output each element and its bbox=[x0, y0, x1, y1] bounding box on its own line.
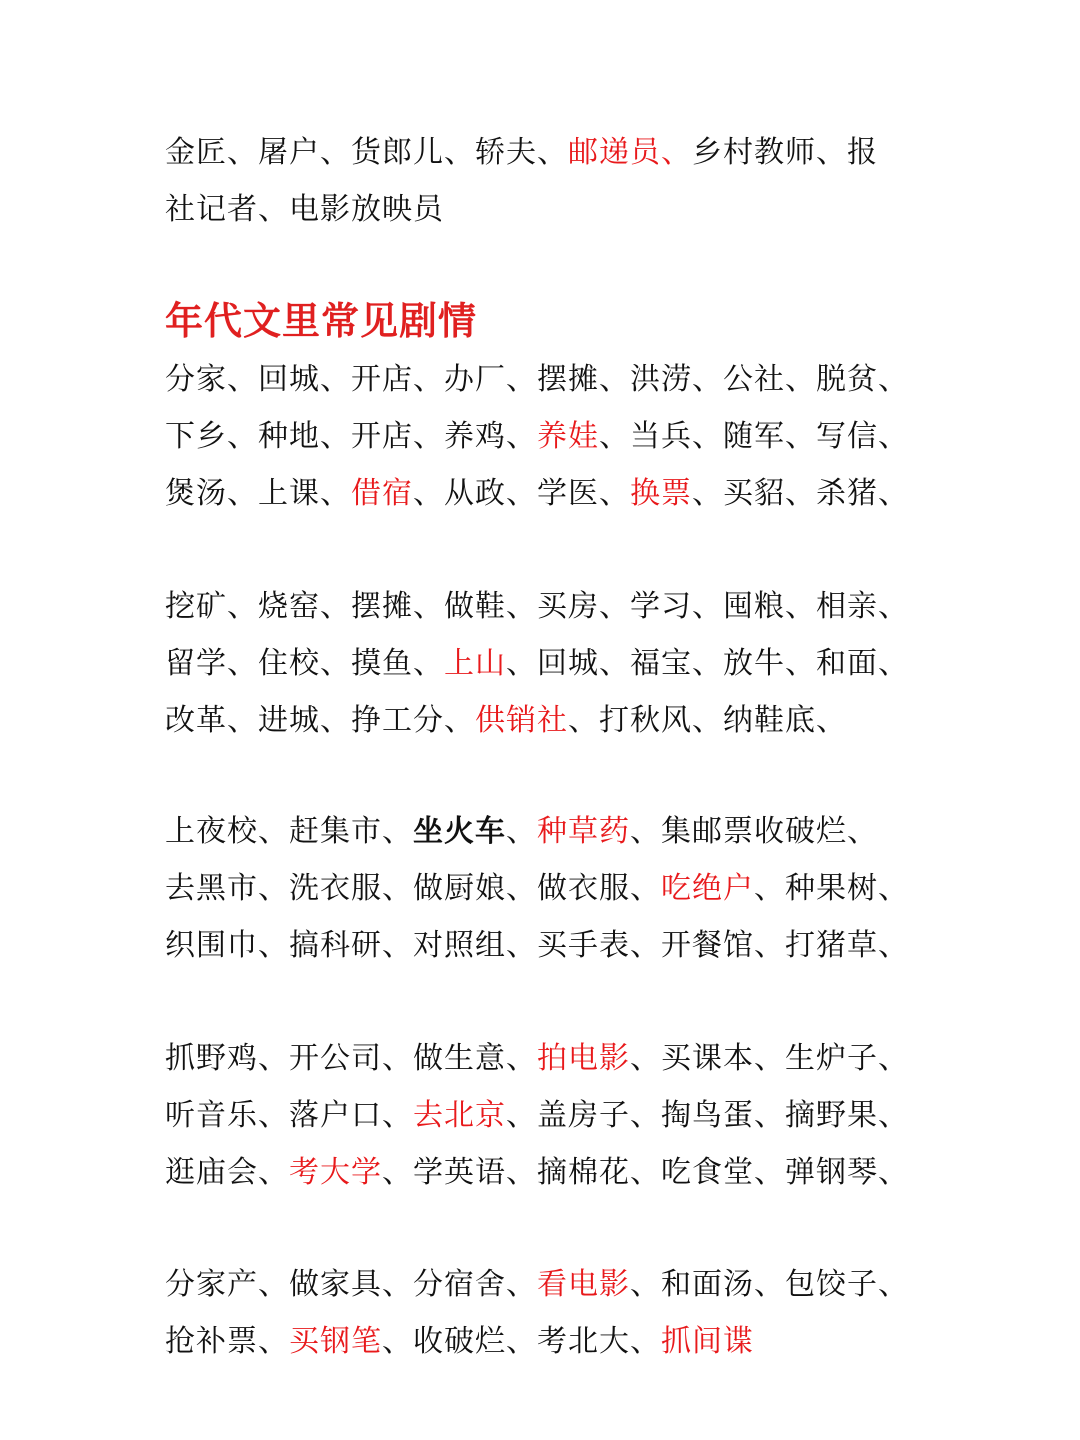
highlighted-term: 考大学 bbox=[289, 1155, 382, 1190]
text-segment: 、 bbox=[506, 814, 537, 849]
text-segment: 分家、回城、开店、办厂、摆摊、洪涝、公社、脱贫、 bbox=[165, 362, 909, 397]
highlighted-term: 吃绝户 bbox=[661, 871, 754, 906]
intro-paragraph bbox=[165, 124, 925, 238]
highlighted-term: 供销社 bbox=[475, 703, 568, 738]
text-line bbox=[165, 860, 925, 917]
highlighted-term: 养娃 bbox=[537, 419, 599, 454]
text-line bbox=[165, 917, 925, 974]
text-segment: 听音乐、落户口、 bbox=[165, 1098, 413, 1133]
text-segment: 、当兵、随军、写信、 bbox=[599, 419, 909, 454]
highlighted-term: 去北京 bbox=[413, 1098, 506, 1133]
plot-paragraph-5 bbox=[165, 1256, 925, 1370]
text-segment: 、集邮票收破烂、 bbox=[630, 814, 878, 849]
text-segment: 、盖房子、掏鸟蛋、摘野果、 bbox=[506, 1098, 909, 1133]
text-segment: 乡村教师、报 bbox=[692, 135, 878, 170]
text-segment: 、收破烂、考北大、 bbox=[382, 1324, 661, 1359]
text-line bbox=[165, 465, 925, 522]
text-segment: 、从政、学医、 bbox=[413, 476, 630, 511]
text-segment: 、买课本、生炉子、 bbox=[630, 1041, 909, 1076]
section-heading: 年代文里常见剧情 bbox=[165, 298, 478, 343]
text-segment: 社记者、电影放映员 bbox=[165, 192, 444, 227]
highlighted-term: 借宿 bbox=[351, 476, 413, 511]
text-segment: 、种果树、 bbox=[754, 871, 909, 906]
highlighted-term: 买钢笔 bbox=[289, 1324, 382, 1359]
text-line bbox=[165, 1087, 925, 1144]
text-segment: 煲汤、上课、 bbox=[165, 476, 351, 511]
text-line bbox=[165, 181, 925, 238]
text-segment: 、打秋风、纳鞋底、 bbox=[568, 703, 847, 738]
highlighted-term: 邮递员、 bbox=[568, 135, 692, 170]
text-segment: 织围巾、搞科研、对照组、买手表、开餐馆、打猪草、 bbox=[165, 928, 909, 963]
text-line bbox=[165, 1144, 925, 1201]
text-segment: 、买貂、杀猪、 bbox=[692, 476, 909, 511]
text-segment: 下乡、种地、开店、养鸡、 bbox=[165, 419, 537, 454]
text-segment: 金匠、屠户、货郎儿、轿夫、 bbox=[165, 135, 568, 170]
text-line bbox=[165, 351, 925, 408]
text-segment: 改革、进城、挣工分、 bbox=[165, 703, 475, 738]
highlighted-term: 换票 bbox=[630, 476, 692, 511]
text-segment: 、和面汤、包饺子、 bbox=[630, 1267, 909, 1302]
text-segment: 上夜校、赶集市、 bbox=[165, 814, 413, 849]
highlighted-term: 看电影 bbox=[537, 1267, 630, 1302]
plot-paragraph-3 bbox=[165, 803, 925, 974]
plot-paragraph-1 bbox=[165, 351, 925, 522]
text-segment: 逛庙会、 bbox=[165, 1155, 289, 1190]
text-line bbox=[165, 692, 925, 749]
text-segment: 抢补票、 bbox=[165, 1324, 289, 1359]
text-line bbox=[165, 803, 925, 860]
bold-term: 坐火车 bbox=[413, 814, 506, 849]
highlighted-term: 种草药 bbox=[537, 814, 630, 849]
highlighted-term: 拍电影 bbox=[537, 1041, 630, 1076]
text-segment: 、回城、福宝、放牛、和面、 bbox=[506, 646, 909, 681]
text-segment: 、学英语、摘棉花、吃食堂、弹钢琴、 bbox=[382, 1155, 909, 1190]
text-segment: 分家产、做家具、分宿舍、 bbox=[165, 1267, 537, 1302]
text-line bbox=[165, 1313, 925, 1370]
text-line bbox=[165, 635, 925, 692]
text-line bbox=[165, 124, 925, 181]
plot-paragraph-4 bbox=[165, 1030, 925, 1201]
text-line bbox=[165, 408, 925, 465]
text-segment: 留学、住校、摸鱼、 bbox=[165, 646, 444, 681]
highlighted-term: 上山 bbox=[444, 646, 506, 681]
text-line bbox=[165, 578, 925, 635]
text-segment: 挖矿、烧窑、摆摊、做鞋、买房、学习、囤粮、相亲、 bbox=[165, 589, 909, 624]
plot-paragraph-2 bbox=[165, 578, 925, 749]
text-segment: 去黑市、洗衣服、做厨娘、做衣服、 bbox=[165, 871, 661, 906]
highlighted-term: 抓间谍 bbox=[661, 1324, 754, 1359]
text-line bbox=[165, 1030, 925, 1087]
text-line bbox=[165, 1256, 925, 1313]
text-segment: 抓野鸡、开公司、做生意、 bbox=[165, 1041, 537, 1076]
